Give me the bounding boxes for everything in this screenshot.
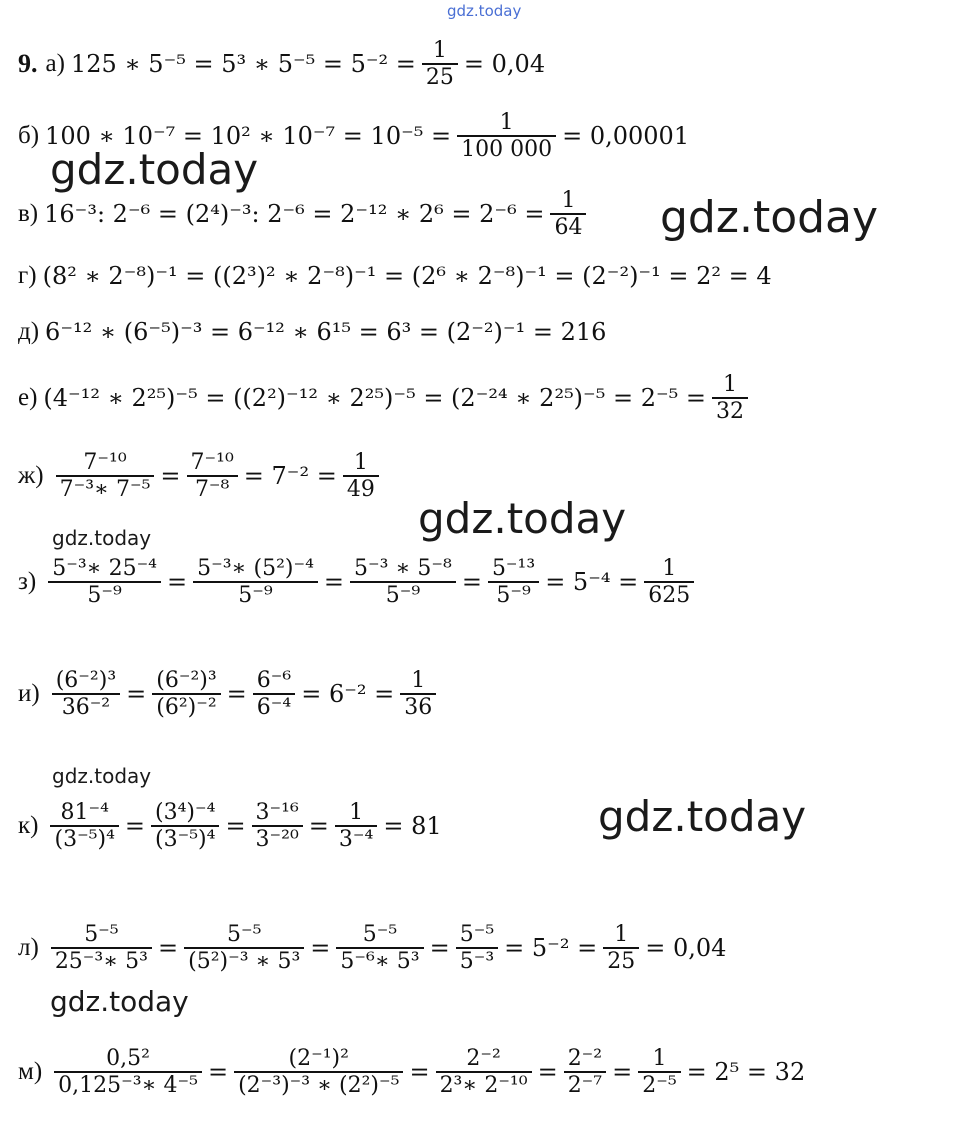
denominator: 5⁻⁹ (385, 582, 421, 608)
denominator: 25 (607, 948, 636, 974)
fraction (436, 1046, 532, 1098)
expression: 6⁻¹² ∗ (6⁻⁵)⁻³ = 6⁻¹² ∗ 6¹⁵ = 6³ = (2⁻²)⁻¹ = 216 (45, 318, 607, 346)
fraction (151, 800, 219, 852)
denominator: (3⁻⁵)⁴ (155, 826, 216, 852)
numerator: 1 (411, 668, 426, 693)
fraction (400, 668, 436, 720)
numerator: 1 (662, 556, 677, 581)
item-label: и) (18, 679, 40, 707)
numerator: 5⁻¹³ (491, 556, 536, 581)
denominator: 0,125⁻³∗ 4⁻⁵ (58, 1072, 198, 1098)
numerator: 1 (652, 1046, 667, 1071)
denominator: 32 (716, 398, 744, 424)
item-label: б) (18, 121, 40, 149)
item-label: д) (18, 318, 40, 345)
item-label: л) (18, 933, 39, 961)
fraction (564, 1046, 606, 1098)
numerator: 5⁻⁵ (459, 922, 495, 947)
denominator: 5⁻⁹ (496, 582, 531, 608)
denominator: (5²)⁻³ ∗ 5³ (188, 948, 301, 974)
fraction (550, 188, 586, 240)
numerator: 3⁻¹⁶ (255, 800, 299, 825)
expression: = 5⁻² = (504, 933, 598, 962)
fraction (48, 556, 161, 608)
fraction (52, 668, 120, 720)
denominator: 25⁻³∗ 5³ (54, 948, 149, 974)
numerator: 1 (349, 800, 364, 825)
fraction (187, 450, 238, 502)
fraction (56, 450, 155, 502)
numerator: 2⁻² (567, 1046, 603, 1071)
denominator: 49 (346, 476, 375, 502)
fraction (252, 800, 303, 852)
expression-tail: = 0,00001 (562, 121, 690, 150)
expression: (4⁻¹² ∗ 2²⁵)⁻⁵ = ((2²)⁻¹² ∗ 2²⁵)⁻⁵ = (2⁻²⁴ ∗ 2²⁵)⁻⁵ = 2⁻⁵ = (43, 383, 706, 412)
fraction (422, 38, 458, 90)
item-label: г) (18, 262, 37, 289)
fraction (456, 922, 498, 974)
numerator: (6⁻²)³ (55, 668, 117, 693)
problem-row-e (18, 372, 754, 424)
fraction (712, 372, 748, 424)
denominator: (6²)⁻² (156, 694, 217, 720)
denominator: 25 (425, 64, 454, 90)
numerator: 5⁻⁵ (84, 922, 119, 947)
numerator: 1 (614, 922, 629, 947)
problem-row-k: к) $\frac{\text{81⁻⁴}}{\text{(3⁻⁵)⁴}}$ = $\frac{\text{(3⁴)⁻⁴}}{\text{(3⁻⁵)⁴}}$ = $\frac{\text{3⁻¹⁶}}{\text{3⁻²⁰}}$ = $\frac{1}{\text{3⁻⁴}}$ = 81 (18, 800, 442, 852)
watermark: gdz.today (50, 145, 259, 194)
problem-row-l: л) $\frac{\text{5⁻⁵}}{\text{25⁻³∗ 5³}}$ = $\frac{\text{5⁻⁵}}{\text{(5²)⁻³ ∗ 5³}}$ = $\frac{\text{5⁻⁵}}{\text{5⁻⁶∗ 5³}}$ = $\frac{\text{5⁻⁵}}{\text{5⁻³}}$ = 5⁻² = $\frac{1}{25}$ = 0,04 (18, 922, 727, 974)
expression: = 81 (383, 811, 442, 840)
fraction (336, 922, 423, 974)
denominator: 6⁻⁴ (256, 694, 292, 720)
denominator: (2⁻³)⁻³ ∗ (2²)⁻⁵ (238, 1072, 400, 1098)
numerator: 1 (499, 110, 514, 135)
fraction (184, 922, 304, 974)
fraction (234, 1046, 403, 1098)
fraction (457, 110, 556, 162)
problem-row-zh: ж) $\frac{\text{7⁻¹⁰}}{\text{7⁻³∗ 7⁻⁵}}$ = $\frac{\text{7⁻¹⁰}}{\text{7⁻⁸}}$ = 7⁻² = $\frac{1}{49}$ (18, 450, 385, 502)
denominator: 64 (554, 214, 583, 240)
watermark: gdz.today (598, 792, 807, 841)
problem-number: 9. (18, 48, 38, 78)
denominator: 3⁻²⁰ (255, 826, 299, 852)
problem-row-i: и) $\frac{\text{(6⁻²)³}}{\text{36⁻²}}$ = $\frac{\text{(6⁻²)³}}{\text{(6²)⁻²}}$ = $\frac{\text{6⁻⁶}}{\text{6⁻⁴}}$ = 6⁻² = $\frac{1}{36}$ (18, 668, 442, 720)
denominator: 36 (404, 694, 433, 720)
numerator: 0,5² (106, 1046, 150, 1071)
numerator: 5⁻³∗ (5²)⁻⁴ (197, 556, 314, 581)
denominator: 100 000 (461, 136, 553, 162)
problem-row-m: м) $\frac{\text{0,5²}}{\text{0,125⁻³∗ 4⁻⁵}}$ = $\frac{\text{(2⁻¹)²}}{\text{(2⁻³)⁻³ ∗ (2²)⁻⁵}}$ = $\frac{\text{2⁻²}}{\text{2³∗ 2⁻¹⁰}}$ = $\frac{\text{2⁻²}}{\text{2⁻⁷}}$ = $\frac{1}{\text{2⁻⁵}}$ = 2⁵ = 32 (18, 1046, 806, 1098)
denominator: 7⁻⁸ (194, 476, 230, 502)
fraction (603, 922, 639, 974)
watermark: gdz.today (418, 494, 627, 543)
numerator: 5⁻⁵ (362, 922, 398, 947)
fraction (193, 556, 318, 608)
fraction (638, 1046, 680, 1098)
fraction (488, 556, 539, 608)
numerator: 81⁻⁴ (60, 800, 109, 825)
item-label: в) (18, 199, 39, 227)
numerator: (6⁻²)³ (156, 668, 217, 693)
numerator: 7⁻¹⁰ (190, 450, 234, 475)
denominator: 2⁻⁵ (642, 1072, 677, 1098)
fraction (50, 800, 118, 852)
watermark-top: gdz.today (447, 2, 522, 20)
expression-tail: = 0,04 (645, 933, 727, 962)
fraction (343, 450, 379, 502)
fraction (350, 556, 456, 608)
watermark: gdz.today (50, 985, 189, 1018)
problem-row-g (18, 262, 772, 290)
denominator: (3⁻⁵)⁴ (54, 826, 115, 852)
item-label: ж) (18, 461, 44, 489)
expression: = 6⁻² = (301, 679, 395, 708)
denominator: 5⁻³ (459, 948, 495, 974)
problem-row-b (18, 110, 689, 162)
fraction (51, 922, 152, 974)
item-label: м) (18, 1057, 43, 1085)
denominator: 5⁻⁹ (87, 582, 122, 608)
fraction (335, 800, 377, 852)
numerator: 2⁻² (466, 1046, 501, 1071)
item-label: з) (18, 567, 37, 595)
numerator: 1 (723, 372, 737, 397)
numerator: 1 (353, 450, 368, 475)
watermark: gdz.today (52, 526, 152, 550)
problem-row-v (18, 188, 592, 240)
numerator: 5⁻³ ∗ 5⁻⁸ (354, 556, 452, 581)
denominator: 5⁻⁶∗ 5³ (340, 948, 420, 974)
numerator: 7⁻¹⁰ (83, 450, 127, 475)
numerator: 6⁻⁶ (256, 668, 292, 693)
expression: 16⁻³: 2⁻⁶ = (2⁴)⁻³: 2⁻⁶ = 2⁻¹² ∗ 2⁶ = 2⁻⁶ = (44, 199, 545, 228)
fraction (54, 1046, 202, 1098)
expression: = 2⁵ = 32 (686, 1057, 806, 1086)
numerator: 1 (561, 188, 576, 213)
numerator: (2⁻¹)² (288, 1046, 349, 1071)
item-label: е) (18, 383, 38, 411)
expression: (8² ∗ 2⁻⁸)⁻¹ = ((2³)² ∗ 2⁻⁸)⁻¹ = (2⁶ ∗ 2⁻⁸)⁻¹ = (2⁻²)⁻¹ = 2² = 4 (42, 262, 772, 290)
problem-row-z: з) $\frac{\text{5⁻³∗ 25⁻⁴}}{\text{5⁻⁹}}$ = $\frac{\text{5⁻³∗ (5²)⁻⁴}}{\text{5⁻⁹}}$ = $\frac{\text{5⁻³ ∗ 5⁻⁸}}{\text{5⁻⁹}}$ = $\frac{\text{5⁻¹³}}{\text{5⁻⁹}}$ = 5⁻⁴ = $\frac{1}{625}$ (18, 556, 700, 608)
item-label: к) (18, 811, 39, 839)
item-label: а) (45, 49, 65, 77)
problem-row-d (18, 318, 606, 346)
numerator: 1 (432, 38, 447, 63)
fraction (253, 668, 295, 720)
fraction (152, 668, 220, 720)
denominator: 36⁻² (61, 694, 111, 720)
numerator: 5⁻⁵ (226, 922, 262, 947)
watermark: gdz.today (660, 192, 879, 243)
denominator: 2⁻⁷ (567, 1072, 603, 1098)
expression: = 5⁻⁴ = (545, 567, 639, 596)
expression: 100 ∗ 10⁻⁷ = 10² ∗ 10⁻⁷ = 10⁻⁵ = (45, 121, 452, 150)
expression: = 7⁻² = (243, 461, 337, 490)
watermark: gdz.today (52, 764, 152, 788)
denominator: 625 (648, 582, 691, 608)
expression: 125 ∗ 5⁻⁵ = 5³ ∗ 5⁻⁵ = 5⁻² = (70, 49, 416, 78)
denominator: 5⁻⁹ (238, 582, 273, 608)
problem-row-a (18, 38, 545, 90)
denominator: 3⁻⁴ (338, 826, 374, 852)
numerator: 5⁻³∗ 25⁻⁴ (52, 556, 158, 581)
numerator: (3⁴)⁻⁴ (155, 800, 216, 825)
expression-tail: = 0,04 (463, 49, 546, 78)
fraction (644, 556, 694, 608)
denominator: 2³∗ 2⁻¹⁰ (439, 1072, 528, 1098)
denominator: 7⁻³∗ 7⁻⁵ (59, 476, 151, 502)
